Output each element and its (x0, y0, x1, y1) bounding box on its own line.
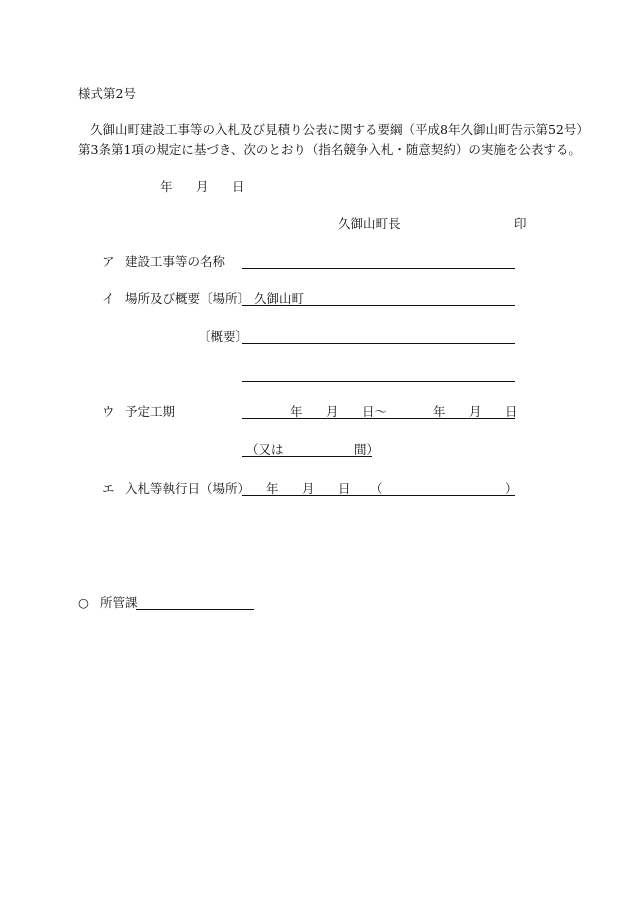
bid-date-month: 月 (302, 481, 315, 496)
place-value: 久御山町 (254, 291, 305, 306)
period-line (242, 418, 515, 419)
bid-place-close: ） (505, 481, 518, 496)
date-year: 年 (160, 179, 173, 194)
date-month: 月 (196, 179, 209, 194)
overview-label: 〔概要〕 (198, 329, 249, 344)
date-day: 日 (232, 179, 245, 194)
period-alt-open: （又は (246, 442, 284, 457)
period-alt-close: 間） (354, 442, 380, 457)
department-line (136, 609, 254, 610)
period-from-day: 日～ (362, 404, 388, 419)
seal-mark: 印 (514, 216, 527, 231)
bid-date-line (242, 495, 515, 496)
overview-line-1 (242, 343, 515, 344)
form-number: 様式第2号 (78, 86, 136, 101)
period-to-year: 年 (433, 404, 446, 419)
overview-line-2 (242, 381, 515, 382)
department-marker: ○ (78, 595, 89, 610)
construction-name-line (242, 268, 515, 269)
item-a-label: 建設工事等の名称 (125, 254, 226, 269)
period-to-day: 日 (505, 404, 518, 419)
period-from-year: 年 (290, 404, 303, 419)
intro-line-1: 久御山町建設工事等の入札及び見積り公表に関する要綱（平成8年久御山町告示第52号） (90, 122, 589, 137)
bid-place-open: （ (370, 481, 383, 496)
intro-line-2: 第3条第1項の規定に基づき、次のとおり（指名競争入札・随意契約）の実施を公表する。 (78, 142, 581, 157)
period-from-month: 月 (326, 404, 339, 419)
bid-date-day: 日 (338, 481, 351, 496)
item-u-marker: ウ (102, 404, 115, 419)
period-alt-line (242, 456, 372, 457)
item-a-marker: ア (102, 254, 115, 269)
bid-date-year: 年 (266, 481, 279, 496)
item-e-label: 入札等執行日（場所） (125, 481, 251, 496)
place-line (242, 305, 515, 306)
item-u-label: 予定工期 (125, 404, 176, 419)
department-label: 所管課 (100, 595, 138, 610)
item-i-label: 場所及び概要〔場所〕 (125, 291, 251, 306)
item-i-marker: イ (102, 291, 115, 306)
item-e-marker: エ (102, 481, 115, 496)
issuer-title: 久御山町長 (338, 216, 401, 231)
period-to-month: 月 (469, 404, 482, 419)
